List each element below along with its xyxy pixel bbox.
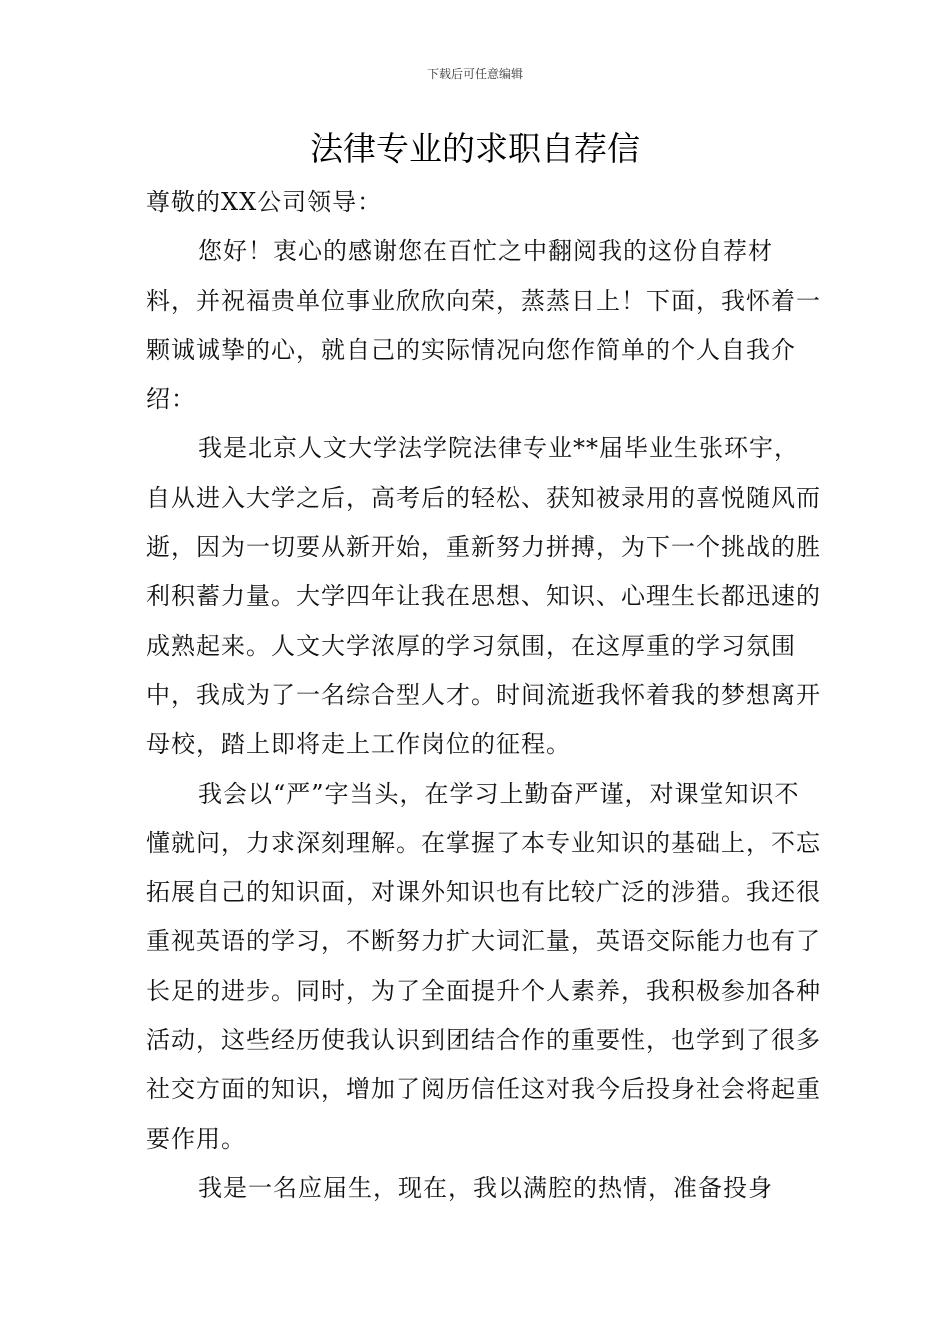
- paragraph-study: 我会以“严”字当头，在学习上勤奋严谨，对课堂知识不懂就问，力求深刻理解。在掌握了本专业知识的基础上，不忘拓展自己的知识面，对课外知识也有比较广泛的涉猎。我还很重视英语的学习，不断努力扩大词汇量，英语交际能力也有了长足的进步。同时，为了全面提升个人素养，我积极参加各种活动，这些经历使我认识到团结合作的重要性，也学到了很多社交方面的知识，增加了阅历信任这对我今后投身社会将起重要作用。: [146, 779, 821, 1153]
- salutation: 尊敬的XX公司领导：: [146, 188, 383, 216]
- document-title: 法律专业的求职自荐信: [310, 129, 640, 168]
- paragraph-greeting: 您好！衷心的感谢您在百忙之中翻阅我的这份自荐材料，并祝福贵单位事业欣欣向荣，蒸蒸日上！下面，我怀着一颗诚诚挚的心，就自己的实际情况向您作简单的个人自我介绍：: [146, 237, 821, 414]
- page-header: 下载后可任意编辑: [426, 67, 523, 81]
- paragraph-background: 我是北京人文大学法学院法律专业**届毕业生张环宇，自从进入大学之后，高考后的轻松、获知被录用的喜悦随风而逝，因为一切要从新开始，重新努力拼搏，为下一个挑战的胜利积蓄力量。大学四年让我在思想、知识、心理生长都迅速的成熟起来。人文大学浓厚的学习氛围，在这厚重的学习氛围中，我成为了一名综合型人才。时间流逝我怀着我的梦想离开母校，踏上即将走上工作岗位的征程。: [146, 434, 821, 759]
- letter-body: [146, 178, 822, 1213]
- paragraph-closing: 我是一名应届生，现在，我以满腔的热情，准备投身: [198, 1173, 773, 1202]
